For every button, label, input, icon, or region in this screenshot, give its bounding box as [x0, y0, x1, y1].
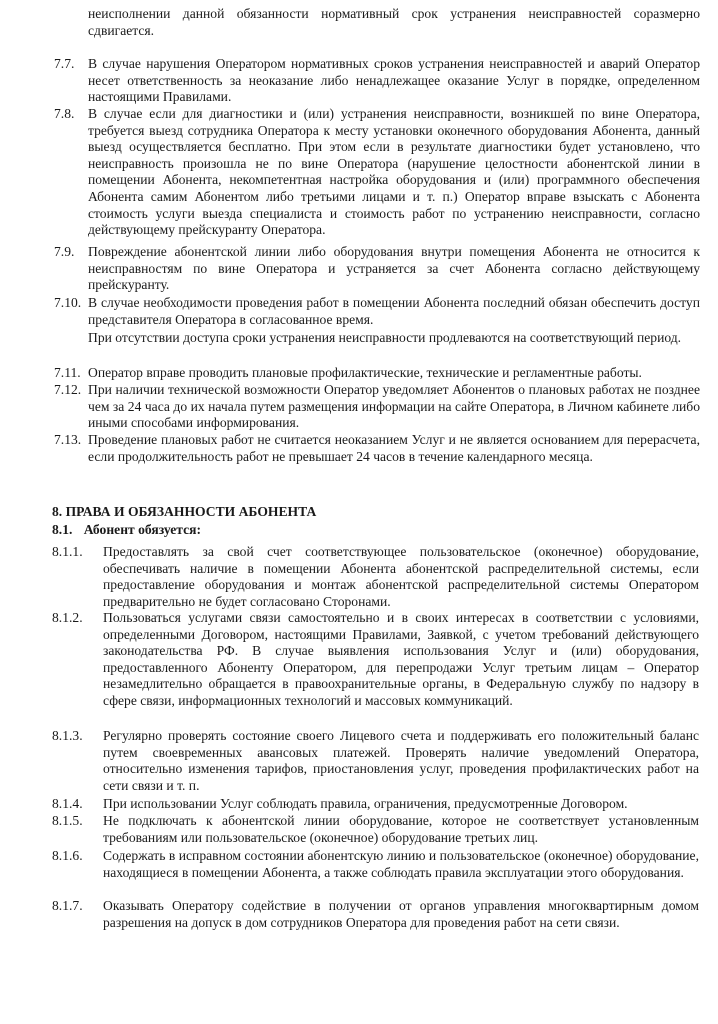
clause-text: В случае если для диагностики и (или) устранения неисправности, возникшей по вине Оператора, требуется выезд сотрудника Оператора к месту установки оконечного оборудования Абонента, данный выезд осуществляется бесплатно. При этом если в результате диагностики будет установлено, что неисправность произошла не по вине Оператора (нарушение целостности абонентской линии в помещении Абонента, некомпетентная настройка оборудования и (или) программного обеспечения Абонента самим Абонентом либо третьими лицами и т. п.) Оператор вправе взыскать с Абонента стоимость услуги выезда специалиста и стоимость работ по устранению неисправности, согласно действующему прейскуранту Оператора.	[88, 106, 700, 238]
clause-text: Оказывать Оператору содействие в получении от органов управления многоквартирным домом разрешения на допуск в дом сотрудников Оператора для проведения работ на сети связи.	[103, 898, 699, 930]
clause-number: 8.1.3.	[52, 728, 83, 743]
clause-text: Регулярно проверять состояние своего Лицевого счета и поддерживать его положительный баланс путем своевременных авансовых платежей. Проверять наличие уведомлений Оператора, относительно изменения тарифов, приостановления услуг, проведения профилактических работ на сети связи и т. п.	[103, 728, 699, 793]
clause-number: 7.7.	[54, 56, 75, 71]
clause-number: 8.1.2.	[52, 610, 83, 625]
subsection-number: 8.1.	[52, 522, 73, 537]
clause-text: В случае необходимости проведения работ в помещении Абонента последний обязан обеспечить доступ представителя Оператора в согласованное время.	[88, 295, 700, 327]
clause-text: Повреждение абонентской линии либо оборудования внутри помещения Абонента не относится к неисправностям по вине Оператора и устраняется за счет Абонента согласно действующему прейскуранту.	[88, 244, 700, 293]
clause-text: Предоставлять за свой счет соответствующее пользовательское (оконечное) оборудование, обеспечивать наличие в помещении Абонента абонентской распределительной системы, если предоставление оборудования и монтаж абонентской распределительной системы Оператором предварительно не будет согласовано Сторонами.	[103, 544, 699, 609]
clause-number: 7.10.	[54, 295, 82, 310]
clause-text: При наличии технической возможности Оператор уведомляет Абонентов о плановых работах не позднее чем за 24 часа до их начала путем размещения информации на сайте Оператора, в Личном кабинете либо иными способами информирования.	[88, 382, 700, 431]
clause-text: При использовании Услуг соблюдать правила, ограничения, предусмотренные Договором.	[103, 796, 628, 811]
clause-number: 7.12.	[54, 382, 82, 397]
clause-text: Проведение плановых работ не считается неоказанием Услуг и не является основанием для перерасчета, если продолжительность работ не превышает 24 часов в течение календарного месяца.	[88, 432, 700, 464]
clause-text-continued: При отсутствии доступа сроки устранения неисправности продлеваются на соответствующий период.	[88, 330, 682, 345]
clause-text: Содержать в исправном состоянии абонентскую линию и пользовательское (оконечное) оборудование, находящиеся в помещении Абонента, а также соблюдать правила эксплуатации этого оборудования.	[103, 848, 699, 880]
subsection-label: Абонент обязуется:	[83, 522, 202, 537]
subsection-heading	[52, 522, 652, 539]
clause-number: 7.13.	[54, 432, 82, 447]
clause-text: Пользоваться услугами связи самостоятельно и в своих интересах в соответствии с условиями, определенными Договором, настоящими Правилами, Заявкой, с учетом требований действующего законодательства РФ. В случае выявления использования Услуг и (или) оборудования, предоставленного Абоненту Оператором, для перепродажи Услуг третьим лицам – Оператор незамедлительно обращается в правоохранительные органы, в Федеральную службу по надзору в сфере связи, информационных технологий и массовых коммуникаций.	[103, 610, 699, 708]
clause-number: 7.11.	[54, 365, 81, 380]
clause-number: 8.1.1.	[52, 544, 83, 559]
clause-text: Не подключать к абонентской линии оборудование, которое не соответствует установленным требованиям или пользовательское (оконечное) оборудование третьих лиц.	[103, 813, 699, 845]
clause-number: 8.1.5.	[52, 813, 83, 828]
clause-number: 7.8.	[54, 106, 75, 121]
section-heading: 8. ПРАВА И ОБЯЗАННОСТИ АБОНЕНТА	[52, 504, 317, 519]
clause-text: В случае нарушения Оператором нормативных сроков устранения неисправностей и аварий Оператор несет ответственность за неоказание либо ненадлежащее оказание Услуг в порядке, определенном настоящими Правилами.	[88, 56, 700, 105]
clause-text: Оператор вправе проводить плановые профилактические, технические и регламентные работы.	[88, 365, 642, 380]
continuation-paragraph: неисполнении данной обязанности нормативный срок устранения неисправностей соразмерно сдвигается.	[88, 6, 700, 38]
clause-number: 8.1.7.	[52, 898, 83, 913]
clause-number: 7.9.	[54, 244, 75, 259]
clause-number: 8.1.4.	[52, 796, 83, 811]
clause-number: 8.1.6.	[52, 848, 83, 863]
